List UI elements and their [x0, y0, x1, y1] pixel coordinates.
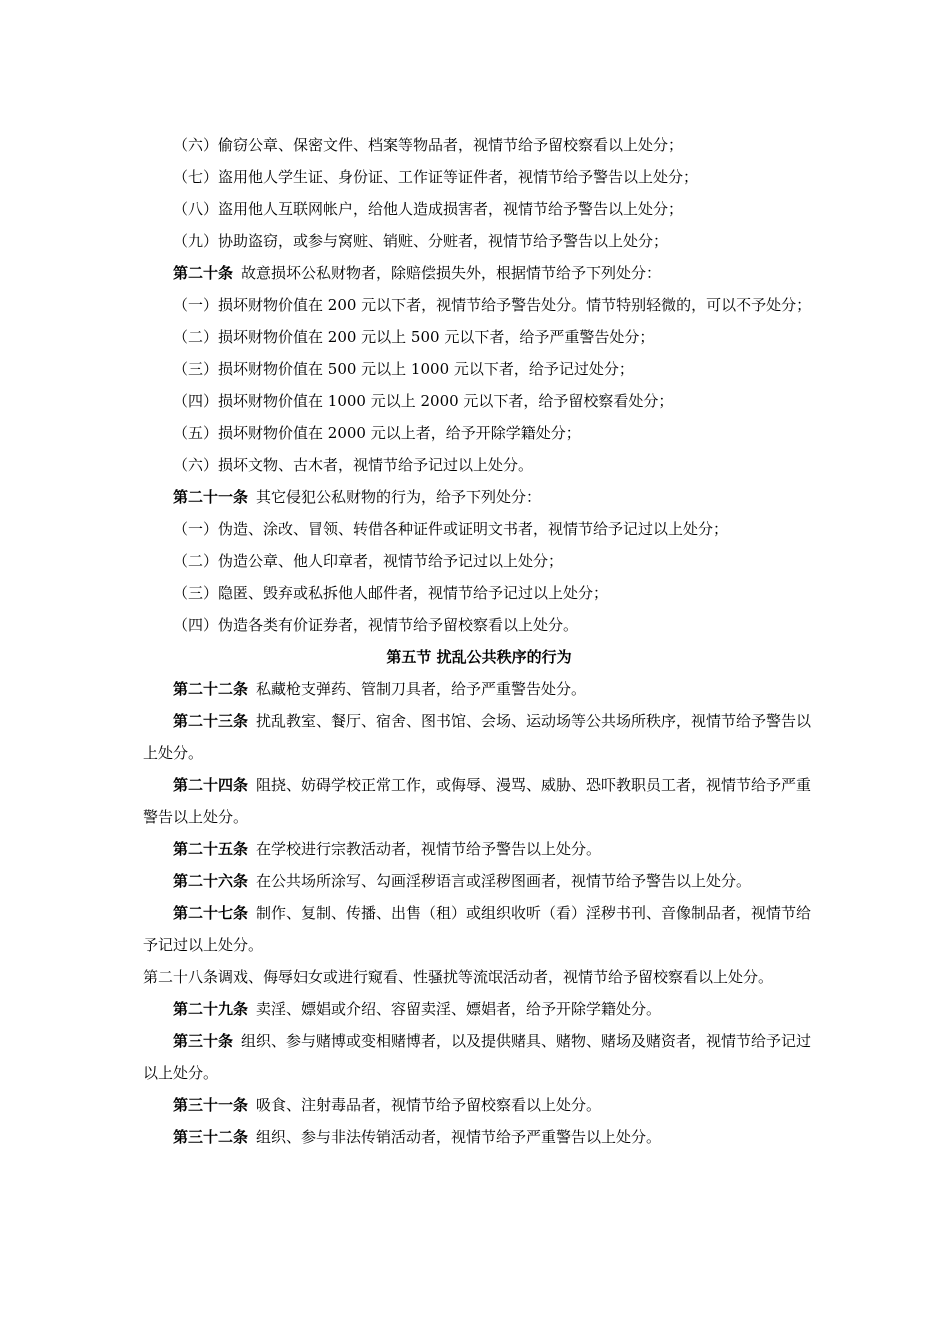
article-paragraph — [143, 1121, 815, 1153]
list-item: （三）隐匿、毁弃或私拆他人邮件者，视情节给予记过以上处分； — [173, 584, 609, 602]
article-label: 第二十六条 — [173, 872, 249, 890]
list-item: （一）损坏财物价值在 200 元以下者，视情节给予警告处分。情节特别轻微的，可以不予处分； — [173, 296, 812, 314]
article-label: 第三十二条 — [173, 1128, 249, 1146]
article-paragraph — [143, 993, 815, 1025]
article-text: 阻挠、妨碍学校正常工作，或侮辱、漫骂、威胁、恐吓教职员工者，视情节给予严重警告以上处分。 — [143, 776, 812, 826]
list-item: （一）伪造、涂改、冒领、转借各种证件或证明文书者，视情节给予记过以上处分； — [173, 520, 729, 538]
article-label: 第二十五条 — [173, 840, 249, 858]
list-item: （六）损坏文物、古木者，视情节给予记过以上处分。 — [173, 456, 534, 474]
list-item: （二）损坏财物价值在 200 元以上 500 元以下者，给予严重警告处分； — [173, 328, 655, 346]
article-text: 在学校进行宗教活动者，视情节给予警告以上处分。 — [256, 840, 602, 858]
article-label: 第三十条 — [173, 1032, 234, 1050]
article-paragraph — [143, 1089, 815, 1121]
article-text: 私藏枪支弹药、管制刀具者，给予严重警告处分。 — [256, 680, 587, 698]
list-item: （四）伪造各类有价证券者，视情节给予留校察看以上处分。 — [173, 616, 579, 634]
article-paragraph — [143, 481, 815, 513]
article-label: 第二十二条 — [173, 680, 249, 698]
article-text: 其它侵犯公私财物的行为，给予下列处分： — [256, 488, 542, 506]
article-text: 卖淫、嫖娼或介绍、容留卖淫、嫖娼者，给予开除学籍处分。 — [256, 1000, 662, 1018]
article-text: 扰乱教室、餐厅、宿舍、图书馆、会场、运动场等公共场所秩序，视情节给予警告以上处分。 — [143, 712, 812, 762]
list-item: （二）伪造公章、他人印章者，视情节给予记过以上处分； — [173, 552, 564, 570]
section-title: 第五节 扰乱公共秩序的行为 — [386, 648, 572, 666]
plain-paragraph: 第二十八条调戏、侮辱妇女或进行窥看、性骚扰等流氓活动者，视情节给予留校察看以上处分。 — [143, 968, 774, 986]
article-paragraph — [143, 769, 815, 833]
article-text: 组织、参与非法传销活动者，视情节给予严重警告以上处分。 — [256, 1128, 662, 1146]
article-paragraph — [143, 673, 815, 705]
article-paragraph — [143, 897, 815, 961]
list-item: （五）损坏财物价值在 2000 元以上者，给予开除学籍处分； — [173, 424, 581, 442]
article-label: 第二十三条 — [173, 712, 249, 730]
list-item: （四）损坏财物价值在 1000 元以上 2000 元以下者，给予留校察看处分； — [173, 392, 674, 410]
article-label: 第二十四条 — [173, 776, 249, 794]
article-label: 第三十一条 — [173, 1096, 249, 1114]
list-item: （八）盗用他人互联网帐户，给他人造成损害者，视情节给予警告以上处分； — [173, 200, 684, 218]
article-label: 第二十一条 — [173, 488, 249, 506]
list-item: （三）损坏财物价值在 500 元以上 1000 元以下者，给予记过处分； — [173, 360, 634, 378]
article-text: 故意损坏公私财物者，除赔偿损失外，根据情节给予下列处分： — [241, 264, 662, 282]
article-text: 制作、复制、传播、出售（租）或组织收听（看）淫秽书刊、音像制品者，视情节给予记过以上处分。 — [143, 904, 812, 954]
list-item: （七）盗用他人学生证、身份证、工作证等证件者，视情节给予警告以上处分； — [173, 168, 699, 186]
article-label: 第二十九条 — [173, 1000, 249, 1018]
article-text: 吸食、注射毒品者，视情节给予留校察看以上处分。 — [256, 1096, 602, 1114]
article-text: 组织、参与赌博或变相赌博者，以及提供赌具、赌物、赌场及赌资者，视情节给予记过以上处分。 — [143, 1032, 812, 1082]
article-paragraph — [143, 865, 815, 897]
article-text: 在公共场所涂写、勾画淫秽语言或淫秽图画者，视情节给予警告以上处分。 — [256, 872, 752, 890]
article-label: 第二十条 — [173, 264, 234, 282]
article-label: 第二十七条 — [173, 904, 249, 922]
article-paragraph — [143, 833, 815, 865]
article-paragraph — [143, 705, 815, 769]
list-item: （六）偷窃公章、保密文件、档案等物品者，视情节给予留校察看以上处分； — [173, 136, 684, 154]
document-body — [143, 129, 815, 1153]
article-paragraph — [143, 257, 815, 289]
list-item: （九）协助盗窃，或参与窝赃、销赃、分赃者，视情节给予警告以上处分； — [173, 232, 669, 250]
article-paragraph — [143, 1025, 815, 1089]
